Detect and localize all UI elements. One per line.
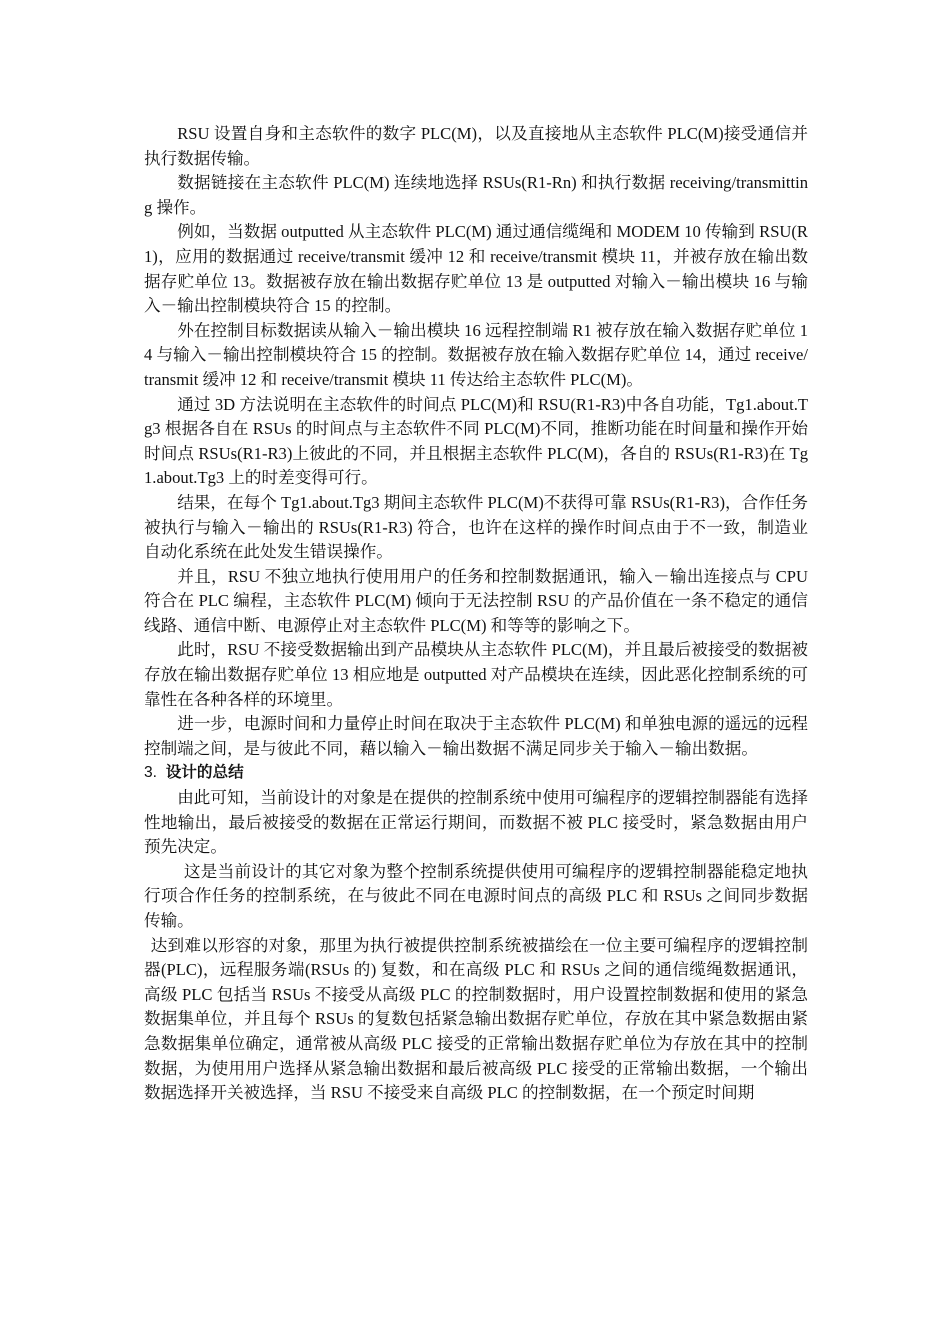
paragraph: 这是当前设计的其它对象为整个控制系统提供使用可编程序的逻辑控制器能稳定地执行项合作任务的控制系统，在与彼此不同在电源时间点的高级 PLC 和 RSUs 之间同步数据传输。 xyxy=(144,861,808,930)
paragraph: 结果，在每个 Tg1.about.Tg3 期间主态软件 PLC(M)不获得可靠 RSUs(R1-R3)，合作任务被执行与输入－输出的 RSUs(R1-R3) 符合，也许在这样的操作时间点由于不一致，制造业自动化系统在此处发生错误操作。 xyxy=(144,492,808,562)
section-number: 3. xyxy=(144,764,158,782)
paragraph: 由此可知，当前设计的对象是在提供的控制系统中使用可编程序的逻辑控制器能有选择性地输出，最后被接受的数据在正常运行期间，而数据不被 PLC 接受时，紧急数据由用户预先决定。 xyxy=(144,788,808,857)
paragraph: 达到难以形容的对象，那里为执行被提供控制系统被描绘在一位主要可编程序的逻辑控制器(PLC)，远程服务端(RSUs 的) 复数，和在高级 PLC 和 RSUs 之间的通信缆绳数据通讯，高级 PLC 包括当 RSUs 不接受从高级 PLC 的控制数据时，用户设置控制数据和使用的紧急数据集单位，并且每个 RSUs 的复数包括紧急输出数据存贮单位，存放在其中紧急数据由紧急数据集单位确定，通常被从高级 PLC 接受的正常输出数据存贮单位为存放在其中的控制数据，为使用用户选择从紧急输出数据和最后被高级 PLC 接受的正常输出数据，一个输出数据选择开关被选择，当 RSU 不接受来自高级 PLC 的控制数据，在一个预定时间期 xyxy=(144,935,808,1103)
paragraph: 进一步，电源时间和力量停止时间在取决于主态软件 PLC(M) 和单独电源的遥远的远程控制端之间，是与彼此不同，藉以输入－输出数据不满足同步关于输入－输出数据。 xyxy=(144,714,808,758)
paragraph: 此时，RSU 不接受数据输出到产品模块从主态软件 PLC(M)，并且最后被接受的数据被存放在输出数据存贮单位 13 相应地是 outputted 对产品模块在连续，因此恶化控制系统的可靠性在各种各样的环境里。 xyxy=(144,640,808,709)
paragraph: 例如，当数据 outputted 从主态软件 PLC(M) 通过通信缆绳和 MODEM 10 传输到 RSU(R1)，应用的数据通过 receive/transmit 缓冲 12 和 receive/transmit 模块 11，并被存放在输出数据存贮单位 13。数据被存放在输出数据存贮单位 13 是 outputted 对输入－输出模块 16 与输入－输出控制模块符合 15 的控制。 xyxy=(144,222,808,316)
paragraph: 并且，RSU 不独立地执行使用用户的任务和控制数据通讯，输入－输出连接点与 CPU 符合在 PLC 编程，主态软件 PLC(M) 倾向于无法控制 RSU 的产品价值在一条不稳定的通信线路、通信中断、电源停止对主态软件 PLC(M) 和等等的影响之下。 xyxy=(144,566,808,635)
document-page xyxy=(144,122,808,1106)
paragraph: 外在控制目标数据读从输入－输出模块 16 远程控制端 R1 被存放在输入数据存贮单位 14 与输入－输出控制模块符合 15 的控制。数据被存放在输入数据存贮单位 14，通过 receive/transmit 缓冲 12 和 receive/transmit 模块 11 传达给主态软件 PLC(M)。 xyxy=(144,320,808,389)
section-title: 设计的总结 xyxy=(165,764,244,782)
paragraph: 通过 3D 方法说明在主态软件的时间点 PLC(M)和 RSU(R1-R3)中各自功能，Tg1.about.Tg3 根据各自在 RSUs 的时间点与主态软件不同 PLC(M)不同，推断功能在时间量和操作开始时间点 RSUs(R1-R3)上彼此的不同，并且根据主态软件 PLC(M)，各自的 RSUs(R1-R3)在 Tg1.about.Tg3 上的时差变得可行。 xyxy=(144,394,808,488)
section-heading xyxy=(144,761,808,786)
paragraph: 数据链接在主态软件 PLC(M) 连续地选择 RSUs(R1-Rn) 和执行数据 receiving/transmitting 操作。 xyxy=(144,173,808,217)
paragraph: RSU 设置自身和主态软件的数字 PLC(M)，以及直接地从主态软件 PLC(M)接受通信并执行数据传输。 xyxy=(144,124,808,168)
